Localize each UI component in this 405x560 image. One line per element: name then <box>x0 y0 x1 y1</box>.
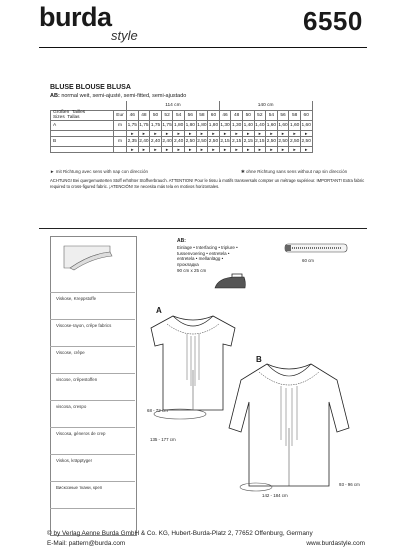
brand-sub: style <box>111 28 138 43</box>
view-a-hem: 135 - 177 cm <box>150 437 176 442</box>
section-rule <box>39 228 367 229</box>
legend-with-nap: ► mit Richtung avec sens with nap con dirección <box>50 169 149 174</box>
view-a-length: 68 - 72 cm <box>147 408 168 413</box>
zipper-icon <box>282 240 352 256</box>
iron-icon <box>212 272 248 292</box>
size-label: Größen Tailles Sizes Tallas <box>51 111 114 121</box>
blouse-b-illustration <box>225 358 355 498</box>
table-row: B m 2,35 2,40 2,40 2,40 2,40 2,50 2,50 2,50 2,15 2,15 2,15 2,15 2,50 2,50 2,50 2,50 <box>51 137 313 147</box>
view-a-label: A <box>156 306 162 315</box>
width-140-header: 140 cm <box>219 101 312 111</box>
fabric-fr: Viscose, crêpe <box>56 350 85 355</box>
footer-email[interactable]: E-Mail: pattern@burda.com <box>47 540 126 547</box>
pattern-number: 6550 <box>303 6 363 36</box>
footer-copyright: © by Verlag Aenne Burda GmbH & Co. KG, Hubert-Burda-Platz 2, 77652 Offenburg, Germany <box>47 530 313 537</box>
width-114-header: 114 cm <box>127 101 220 111</box>
fabric-it: viscosa, crespo <box>56 404 87 409</box>
header-rule <box>39 47 367 48</box>
size-table: 114 cm 140 cm Größen Tailles Sizes Tallas Eur 46 48 50 52 54 56 58 60 46 48 50 52 54 56 58 60 A m 1,75 1,75 1,75 1,75 1,80 1,80 1,80 1,80 1,30 1,30 1,40 1,40 1,60 1,60 1,60 1,60 ► ► ► ► ► ► ► ► ► ► ► ► ► ► ► ► B m 2,35 2,40 2,40 2,40 2,40 2,50 2,50 2,50 2,15 2,15 2,15 2,15 2,50 2,50 2,50 2,50 ► ► ► ► ► ► ► ► ► ► ► ► ► ► ► ► <box>50 101 313 153</box>
unit-label: Eur <box>114 111 127 121</box>
table-row: A m 1,75 1,75 1,75 1,75 1,80 1,80 1,80 1,80 1,30 1,30 1,40 1,40 1,60 1,60 1,60 1,60 <box>51 121 313 131</box>
fabric-swatch-icon <box>60 242 116 272</box>
zipper-length: 60 cm <box>302 258 314 263</box>
fabric-de: Viskose, Kreppstoffe <box>56 296 97 301</box>
fabric-column <box>50 236 137 536</box>
legend-without-nap: ✱ ohne Richtung sans sens without nap sin dirección <box>241 169 348 174</box>
fabric-ru: Вискозные ткани, креп <box>56 485 103 490</box>
garment-title: BLUSE BLOUSE BLUSA <box>50 84 131 91</box>
footer-website[interactable]: www.burdastyle.com <box>306 540 365 547</box>
view-b-hem: 142 - 184 cm <box>262 493 288 498</box>
fabric-es: Viscosa, géneros de crep <box>56 431 106 436</box>
fabric-sv: Viskos, kräpptyger <box>56 458 93 463</box>
view-b-length: 93 - 96 cm <box>339 482 360 487</box>
fabric-nl: viscose, crêpestoffen <box>56 377 98 382</box>
fabric-en: Viscose-rayon, crêpe fabrics <box>56 323 112 328</box>
garment-fit: AB: normal weit, semi-ajusté, semi-fitted, semi-ajustado <box>50 93 187 99</box>
brand-logo: burda <box>39 2 112 32</box>
fabric-notes: ACHTUNG! Bei quergemusterten Stoff erhöhter Stoffverbrauch. ATTENTION! Pour le tissu à motifs transversals compter un métrage supérieur. IMPORTANT! Extra fabric required to cross-figured fabric. ¡ATENCIÓN! Se necesita más tela en motivos horizontales. <box>50 178 365 189</box>
materials-block: AB: Einlage • Interfacing • triplure • tussenvoering • entretela • entretela • mellanlägg • прокладка 90 cm x 25 cm <box>177 238 238 273</box>
hem-b-icon <box>236 480 276 494</box>
view-b-label: B <box>256 355 262 364</box>
